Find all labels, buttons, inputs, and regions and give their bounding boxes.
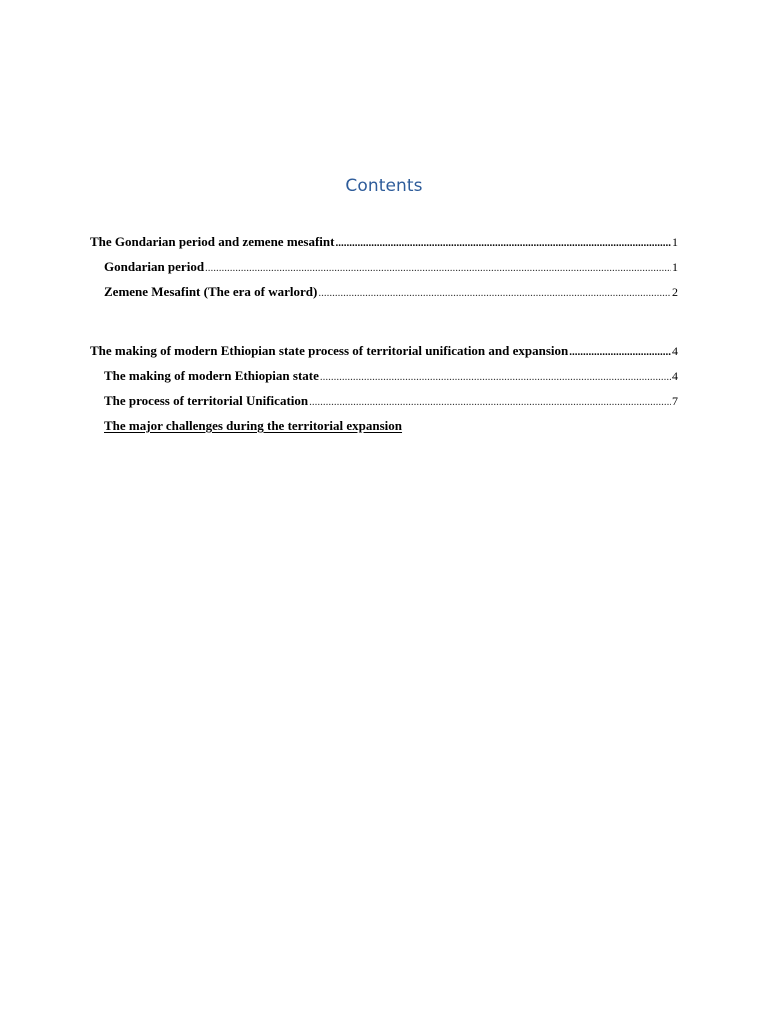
toc-entry-label: The Gondarian period and zemene mesafint <box>90 234 335 249</box>
toc-page-number: 1 <box>672 235 678 249</box>
toc-entry-making-modern-ethiopian-state-unification[interactable] <box>90 343 678 368</box>
toc-entry-gondarian-period[interactable] <box>90 259 678 284</box>
toc-page-number: 7 <box>672 394 678 408</box>
toc-page-number: 2 <box>672 285 678 299</box>
toc-entry-major-challenges[interactable] <box>90 418 678 443</box>
toc-entry-gondarian-zemene-mesafint[interactable] <box>90 234 678 259</box>
toc-entry-label: Zemene Mesafint (The era of warlord) <box>104 284 318 299</box>
dot-leader <box>318 287 671 299</box>
toc-page-number: 4 <box>672 344 678 358</box>
toc-entry-label: The process of territorial Unification <box>104 393 309 408</box>
toc-title: Contents <box>345 176 423 196</box>
toc-page-number: 4 <box>672 369 678 383</box>
toc-entry-label: The making of modern Ethiopian state process of territorial unification and expansion <box>90 343 569 358</box>
dot-leader <box>320 371 671 383</box>
toc-entry-label: Gondarian period <box>104 259 205 274</box>
dot-leader <box>205 262 671 274</box>
table-of-contents <box>90 234 678 443</box>
dot-leader <box>335 237 671 249</box>
toc-entry-making-modern-ethiopian-state[interactable] <box>90 368 678 393</box>
dot-leader <box>309 396 671 408</box>
dot-leader <box>569 346 671 358</box>
toc-entry-zemene-mesafint[interactable] <box>90 284 678 309</box>
toc-entry-territorial-unification[interactable] <box>90 393 678 418</box>
toc-entry-label: The making of modern Ethiopian state <box>104 368 319 383</box>
toc-spacer <box>90 309 678 343</box>
toc-page-number: 1 <box>672 260 678 274</box>
toc-entry-label: The major challenges during the territorial expansion <box>104 418 403 433</box>
